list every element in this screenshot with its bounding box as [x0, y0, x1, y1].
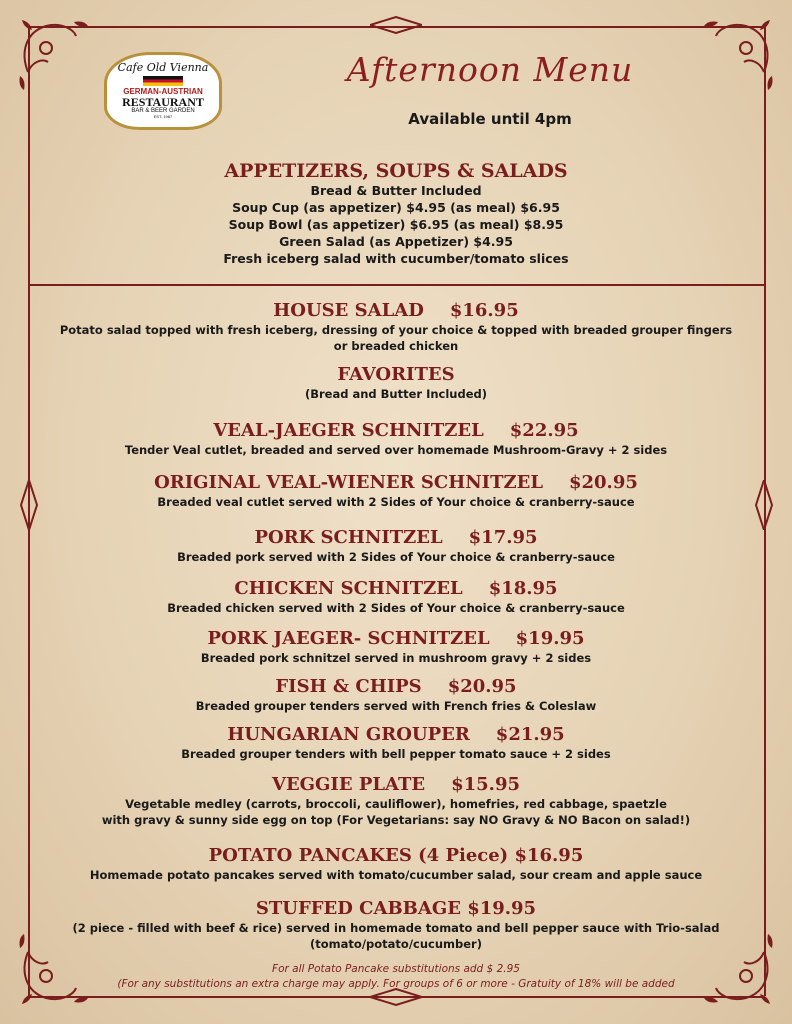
logo-restaurant: RESTAURANT	[122, 95, 204, 109]
item-description: Breaded pork schnitzel served in mushroom gravy + 2 sides	[200, 651, 592, 665]
corner-flourish-top-left-icon	[12, 12, 92, 92]
logo-subtitle: BAR & BEER GARDEN	[131, 108, 195, 114]
diamond-ornament-top-icon	[370, 16, 422, 34]
item-price: $21.95	[495, 724, 565, 745]
appetizer-line: Fresh iceberg salad with cucumber/tomato slices	[223, 251, 569, 266]
item-name: PORK JAEGER- SCHNITZEL	[207, 628, 490, 649]
item-price: $19.95	[515, 628, 585, 649]
item-description: Breaded veal cutlet served with 2 Sides of Your choice & cranberry-sauce	[157, 495, 635, 509]
favorites-section	[40, 364, 752, 402]
item-description: Breaded pork served with 2 Sides of Your choice & cranberry-sauce	[177, 550, 615, 564]
item-name: FISH & CHIPS	[275, 676, 422, 697]
restaurant-logo	[104, 52, 222, 130]
item-name: PORK SCHNITZEL	[254, 527, 443, 548]
appetizers-heading: APPETIZERS, SOUPS & SALADS	[224, 160, 568, 182]
favorites-heading: FAVORITES	[337, 364, 455, 385]
gratuity-note: (For any substitutions an extra charge may apply. For groups of 6 or more - Gratuity of 18% will be added	[117, 978, 675, 990]
appetizer-line: Soup Bowl (as appetizer) $6.95 (as meal) $8.95	[228, 217, 564, 232]
item-description: Breaded grouper tenders with bell pepper tomato sauce + 2 sides	[181, 747, 611, 761]
menu-item	[40, 676, 752, 714]
veggie-plate-item	[40, 774, 752, 828]
item-description: Breaded chicken served with 2 Sides of Your choice & cranberry-sauce	[167, 601, 625, 615]
item-name: HOUSE SALAD	[273, 300, 424, 321]
corner-flourish-top-right-icon	[700, 12, 780, 92]
item-price: $20.95	[568, 472, 638, 493]
house-salad-item	[40, 300, 752, 354]
appetizer-line: Bread & Butter Included	[310, 183, 482, 198]
menu-item	[40, 578, 752, 616]
item-description: (tomato/potato/cucumber)	[310, 937, 482, 951]
item-price: $18.95	[488, 578, 558, 599]
menu-item	[40, 628, 752, 666]
menu-item	[40, 527, 752, 565]
item-price: $17.95	[468, 527, 538, 548]
item-description: (2 piece - filled with beef & rice) served in homemade tomato and bell pepper sauce with Trio-salad	[72, 921, 720, 935]
item-price: $22.95	[509, 420, 579, 441]
favorites-subheading: (Bread and Butter Included)	[304, 387, 488, 401]
item-description: or breaded chicken	[333, 339, 459, 353]
appetizer-line: Soup Cup (as appetizer) $4.95 (as meal) $6.95	[232, 200, 560, 215]
logo-established: EST. 1987	[153, 114, 173, 119]
menu-item	[40, 724, 752, 762]
item-name: CHICKEN SCHNITZEL	[234, 578, 463, 599]
appetizers-section	[40, 160, 752, 267]
menu-item	[40, 472, 752, 510]
item-description: with gravy & sunny side egg on top (For Vegetarians: say NO Gravy & NO Bacon on salad!)	[101, 813, 691, 827]
diamond-ornament-left-icon	[20, 480, 38, 530]
diamond-ornament-right-icon	[755, 480, 773, 530]
item-description: Vegetable medley (carrots, broccoli, cauliflower), homefries, red cabbage, spaetzle	[125, 797, 667, 811]
item-name: VEAL-JAEGER SCHNITZEL	[213, 420, 484, 441]
availability-note: Available until 4pm	[408, 110, 572, 128]
item-description: Potato salad topped with fresh iceberg, dressing of your choice & topped with breaded grouper fingers	[59, 323, 733, 337]
logo-cuisine: GERMAN-AUSTRIAN	[123, 87, 203, 96]
item-description: Homemade potato pancakes served with tomato/cucumber salad, sour cream and apple sauce	[89, 868, 703, 882]
item-name: STUFFED CABBAGE $19.95	[255, 898, 537, 919]
item-price: $20.95	[447, 676, 517, 697]
item-name: HUNGARIAN GROUPER	[227, 724, 470, 745]
stuffed-cabbage-item	[40, 898, 752, 952]
item-description: Breaded grouper tenders served with French fries & Coleslaw	[195, 699, 597, 713]
logo-name: Cafe Old Vienna	[117, 61, 209, 74]
item-name: VEGGIE PLATE	[271, 774, 426, 795]
menu-item	[40, 420, 752, 458]
item-price: $16.95	[449, 300, 519, 321]
diamond-ornament-bottom-icon	[370, 988, 422, 1006]
flag-icon	[143, 76, 183, 86]
item-name: ORIGINAL VEAL-WIENER SCHNITZEL	[154, 472, 543, 493]
appetizer-line: Green Salad (as Appetizer) $4.95	[279, 234, 513, 249]
item-name: POTATO PANCAKES (4 Piece) $16.95	[208, 845, 584, 866]
item-description: Tender Veal cutlet, breaded and served over homemade Mushroom-Gravy + 2 sides	[124, 443, 668, 457]
item-price: $15.95	[451, 774, 520, 795]
section-divider	[28, 284, 764, 286]
menu-title: Afternoon Menu	[346, 50, 634, 89]
potato-pancakes-item	[40, 845, 752, 883]
substitution-note: For all Potato Pancake substitutions add $ 2.95	[272, 963, 520, 975]
